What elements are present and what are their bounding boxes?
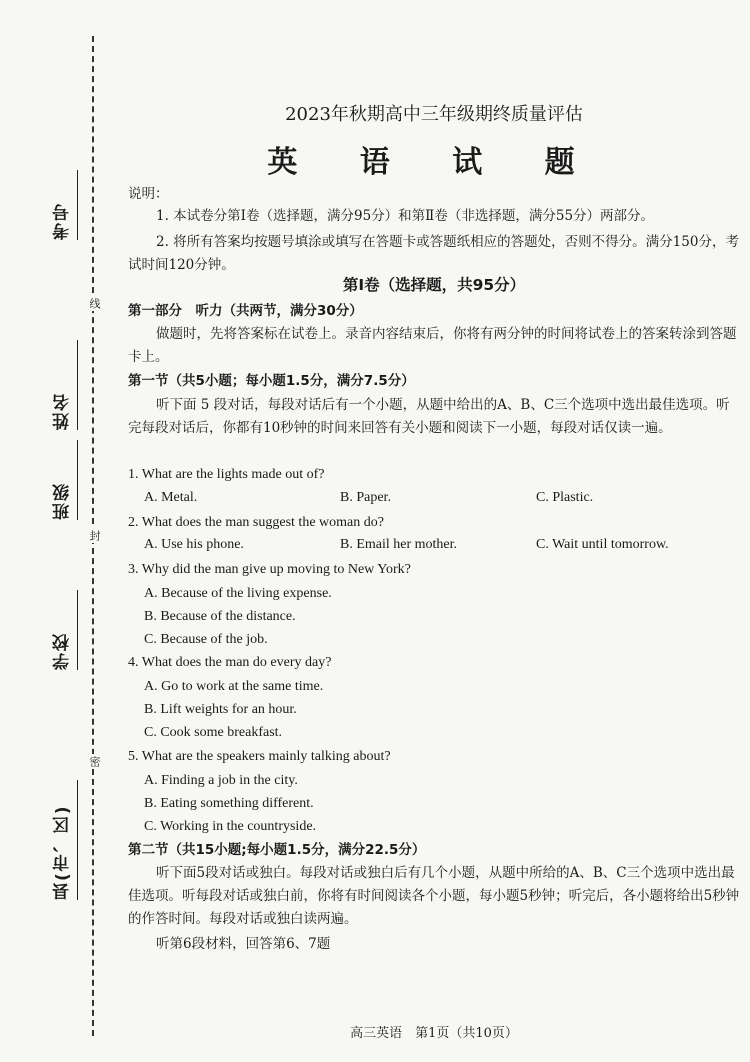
instruction-item: 2. 将所有答案均按题号填涂或填写在答题卡或答题纸相应的答题处，否则不得分。满分150分，考试时间120分钟。 [128,234,739,273]
name-field: 姓名 [50,340,78,430]
option: A. Because of the living expense. [144,586,332,601]
section1-heading: 第一节（共5小题；每小题1.5分，满分7.5分） [128,373,415,389]
option: B. Because of the distance. [144,609,296,624]
volume1-heading: 第Ⅰ卷（选择题，共95分） [342,276,526,294]
page-footer: 高三英语 第1页（共10页） [350,1026,518,1041]
part1-heading: 第一部分 听力（共两节，满分30分） [128,303,363,319]
county-field: 县(市、区) [50,780,78,900]
option: B. Lift weights for an hour. [144,702,297,717]
option: C. Wait until tomorrow. [536,537,669,552]
option: A. Finding a job in the city. [144,773,298,788]
question-2: 2. What does the man suggest the woman do? [128,515,384,530]
instructions-label: 说明： [128,186,169,202]
question-2-options [144,537,744,553]
option: C. Because of the job. [144,632,268,647]
option: A. Go to work at the same time. [144,679,324,694]
seal-mark-line: 线 [88,298,101,309]
seal-mark-secret: 密 [88,756,101,767]
instruction-item: 1. 本试卷分第Ⅰ卷（选择题，满分95分）和第Ⅱ卷（非选择题，满分55分）两部分。 [156,208,655,224]
option: C. Plastic. [536,490,594,505]
question-3: 3. Why did the man give up moving to New York? [128,562,411,577]
option: A. Use his phone. [144,537,244,552]
question-1-options [144,490,744,506]
seal-mark-seal: 封 [88,530,101,541]
section2-next: 听第6段材料，回答第6、7题 [156,936,331,952]
part1-intro: 做题时，先将答案标在试卷上。录音内容结束后，你将有两分钟的时间将试卷上的答案转涂到答题卡上。 [128,326,737,365]
section1-intro: 听下面 5 段对话，每段对话后有一个小题，从题中给出的A、B、C三个选项中选出最佳选项。听完每段对话后，你都有10秒钟的时间来回答有关小题和阅读下一小题，每段对话仅读一遍。 [128,397,730,436]
option: B. Paper. [340,490,391,505]
option: B. Eating something different. [144,796,314,811]
option: C. Cook some breakfast. [144,725,283,740]
question-5: 5. What are the speakers mainly talking about? [128,749,391,764]
section2-intro: 听下面5段对话或独白。每段对话或独白后有几个小题，从题中所给的A、B、C三个选项中选出最佳选项。听每段对话或独白前，你将有时间阅读各个小题，每小题5秒钟；听完后，各小题将给出5秒钟的作答时间。每段对话或独白读两遍。 [128,865,740,927]
exam-subject: 英 语 试 题 [267,145,601,180]
question-1: 1. What are the lights made out of? [128,467,325,482]
question-4: 4. What does the man do every day? [128,655,332,670]
option: C. Working in the countryside. [144,819,317,834]
option: A. Metal. [144,490,198,505]
binding-strip [0,0,118,1062]
exam-number-field: 考号 [50,170,78,240]
exam-title: 2023年秋期高中三年级期终质量评估 [285,104,583,125]
option: B. Email her mother. [340,537,458,552]
class-field: 班级 [50,440,78,520]
school-field: 学校 [50,590,78,670]
section2-heading: 第二节（共15小题;每小题1.5分，满分22.5分） [128,842,426,858]
